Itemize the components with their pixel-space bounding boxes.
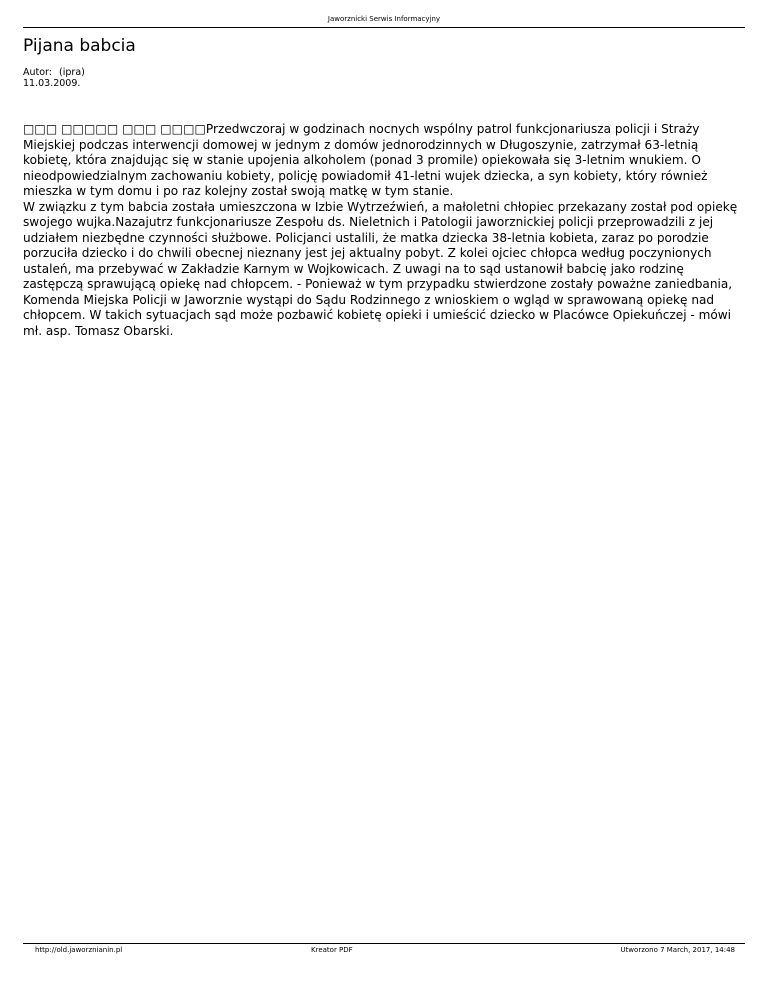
footer-created-date: Utworzono 7 March, 2017, 14:48	[620, 946, 735, 954]
footer-generator: Kreator PDF	[311, 946, 353, 954]
author-line	[23, 67, 85, 78]
article-title: Pijana babcia	[23, 36, 136, 56]
page-header	[23, 13, 745, 28]
site-name: Jaworznicki Serwis Informacyjny	[327, 15, 441, 23]
author-label: Autor:	[23, 67, 52, 78]
page-footer	[23, 943, 745, 956]
article-meta	[23, 67, 85, 89]
footer-url: http://old.jaworznianin.pl	[35, 946, 123, 954]
article-date: 11.03.2009.	[23, 78, 81, 89]
article-body: □□□ □□□□□ □□□ □□□□Przedwczoraj w godzinach nocnych wspólny patrol funkcjonariusza policji i Straży Miejskiej podczas interwencji domowej w jednym z domów jednorodzinnych w Długoszynie, zatrzymał 63-letnią kobietę, która znajdując się w stanie upojenia alkoholem (ponad 3 promile) opiekowała się 3-letnim wnukiem. O nieodpowiedzialnym zachowaniu kobiety, policję powiadomił 41-letni wujek dziecka, a syn kobiety, który również mieszka w tym domu i po raz kolejny został swoją matkę w tym stanie. W związku z tym babcia została umieszczona w Izbie Wytrzeźwień, a małoletni chłopiec przekazany został pod opiekę swojego wujka.Nazajutrz funkcjonariusze Zespołu ds. Nieletnich i Patologii jaworznickiej policji przeprowadzili z jej udziałem niezbędne czynności służbowe. Policjanci ustalili, że matka dziecka 38-letnia kobieta, zaraz po porodzie porzuciła dziecko i do chwili obecnej nieznany jest jej aktualny pobyt. Z kolei ojciec chłopca według poczynionych ustaleń, ma przebywać w Zakładzie Karnym w Wojkowicach. Z uwagi na to sąd ustanowił babcię jako rodzinę zastępczą sprawującą opiekę nad chłopcem. - Ponieważ w tym przypadku stwierdzone zostały poważne zaniedbania, Komenda Miejska Policji w Jaworznie wystąpi do Sądu Rodzinnego z wnioskiem o wgląd w sprawowaną opiekę nad chłopcem. W takich sytuacjach sąd może pozbawić kobietę opieki i umieścić dziecko w Placówce Opiekuńczej - mówi mł. asp. Tomasz Obarski.	[23, 122, 738, 338]
author-name: (ipra)	[59, 67, 85, 78]
